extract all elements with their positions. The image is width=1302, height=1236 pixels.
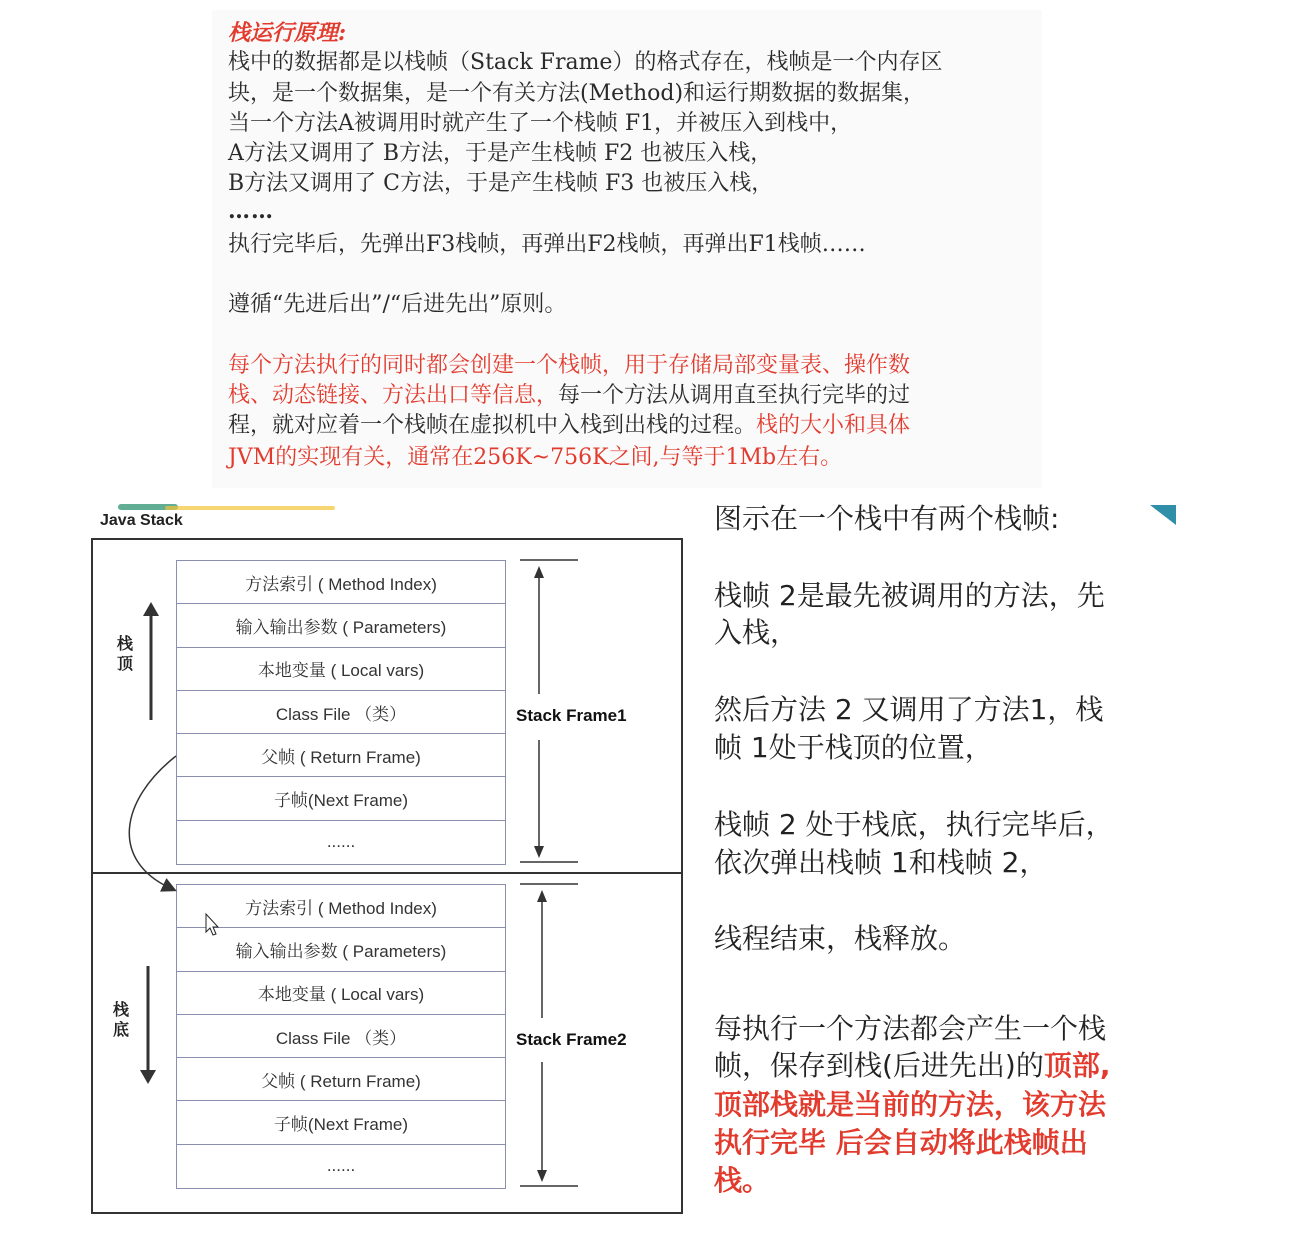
frame2-span-marker xyxy=(520,884,578,1186)
intro-line: 块，是一个数据集，是一个有关方法(Method)和运行期数据的数据集， xyxy=(228,81,926,106)
frame1-row: 方法索引 ( Method Index) xyxy=(177,561,505,604)
stack-top-label-char: 顶 xyxy=(116,654,133,673)
intro-title: 栈运行原理: xyxy=(228,20,347,46)
stack-frame1-label: Stack Frame1 xyxy=(516,706,627,725)
explain-line: 图示在一个栈中有两个栈帧: xyxy=(714,502,1060,535)
explain-line: 栈帧 2 处于栈底，执行完毕后， xyxy=(714,808,1114,841)
stack-bottom-label-char: 栈 xyxy=(112,1000,129,1019)
frame2-row: 子帧(Next Frame) xyxy=(177,1101,505,1144)
down-arrow-icon xyxy=(140,966,156,1084)
explain-mixed-line xyxy=(714,1047,1111,1085)
explain-line: 入栈， xyxy=(714,616,799,649)
corner-decoration xyxy=(1150,505,1176,525)
intro-line: A方法又调用了 B方法，于是产生栈帧 F2 也被压入栈， xyxy=(228,141,773,166)
mouse-cursor-icon xyxy=(206,914,218,935)
explain-line: 依次弹出栈帧 1和栈帧 2， xyxy=(714,846,1048,879)
frame2-row: 本地变量 ( Local vars) xyxy=(177,972,505,1015)
explain-line: 帧 1处于栈顶的位置， xyxy=(714,731,993,764)
intro-red-line: JVM的实现有关，通常在256K~756K之间,与等于1Mb左右。 xyxy=(228,445,843,470)
frame2-row: 方法索引 ( Method Index) xyxy=(177,885,505,928)
explain-line: 线程结束，栈释放。 xyxy=(714,922,967,955)
frame2-row: ...... xyxy=(177,1145,505,1188)
intro-line: 当一个方法A被调用时就产生了一个栈帧 F1，并被压入到栈中， xyxy=(228,111,853,136)
frame1-row: ...... xyxy=(177,821,505,864)
explain-red-line: 栈。 xyxy=(714,1164,771,1197)
frame2-row: 输入输出参数 ( Parameters) xyxy=(177,928,505,971)
frame-link-arrow xyxy=(129,756,176,888)
frame1-row: 父帧 ( Return Frame) xyxy=(177,734,505,777)
explain-black-segment: 帧，保存到栈(后进先出)的 xyxy=(714,1049,1044,1082)
explain-red-segment: 顶部, xyxy=(1043,1049,1111,1082)
intro-line: 执行完毕后，先弹出F3栈帧，再弹出F2栈帧，再弹出F1栈帧…… xyxy=(228,232,866,257)
explain-line: 然后方法 2 又调用了方法1，栈 xyxy=(714,693,1104,726)
stack-bottom-label-char: 底 xyxy=(112,1020,129,1039)
intro-black-segment: 每一个方法从调用直至执行完毕的过 xyxy=(558,383,911,408)
frame1-row: Class File （类） xyxy=(177,691,505,734)
intro-ellipsis: …… xyxy=(228,198,274,224)
intro-line: B方法又调用了 C方法，于是产生栈帧 F3 也被压入栈， xyxy=(228,171,774,196)
intro-red-line: 每个方法执行的同时都会创建一个栈帧，用于存储局部变量表、操作数 xyxy=(228,353,911,378)
explain-red-line: 顶部栈就是当前的方法，该方法 xyxy=(714,1088,1107,1121)
explain-line: 栈帧 2是最先被调用的方法，先 xyxy=(714,579,1105,612)
stack-frame2-label: Stack Frame2 xyxy=(516,1030,627,1049)
frame1-span-marker xyxy=(520,560,578,862)
stack-top-label-char: 栈 xyxy=(116,634,133,653)
diagram-title: Java Stack xyxy=(100,512,183,529)
intro-principle: 遵循“先进后出”/“后进先出”原则。 xyxy=(228,292,567,317)
intro-red-segment: 栈、动态链接、方法出口等信息， xyxy=(228,383,559,408)
frame1-row: 子帧(Next Frame) xyxy=(177,777,505,820)
intro-red-segment: 栈的大小和具体 xyxy=(756,413,911,438)
up-arrow-icon xyxy=(143,602,159,720)
intro-black-segment: 程，就对应着一个栈帧在虚拟机中入栈到出栈的过程。 xyxy=(228,413,757,438)
frame2-row: 父帧 ( Return Frame) xyxy=(177,1058,505,1101)
frame2-row: Class File （类） xyxy=(177,1015,505,1058)
explain-line: 每执行一个方法都会产生一个栈 xyxy=(714,1012,1107,1045)
explain-red-line: 执行完毕 后会自动将此栈帧出 xyxy=(714,1126,1088,1159)
frame1-row: 本地变量 ( Local vars) xyxy=(177,648,505,691)
intro-line: 栈中的数据都是以栈帧（Stack Frame）的格式存在，栈帧是一个内存区 xyxy=(228,50,943,75)
frame1-row: 输入输出参数 ( Parameters) xyxy=(177,604,505,647)
